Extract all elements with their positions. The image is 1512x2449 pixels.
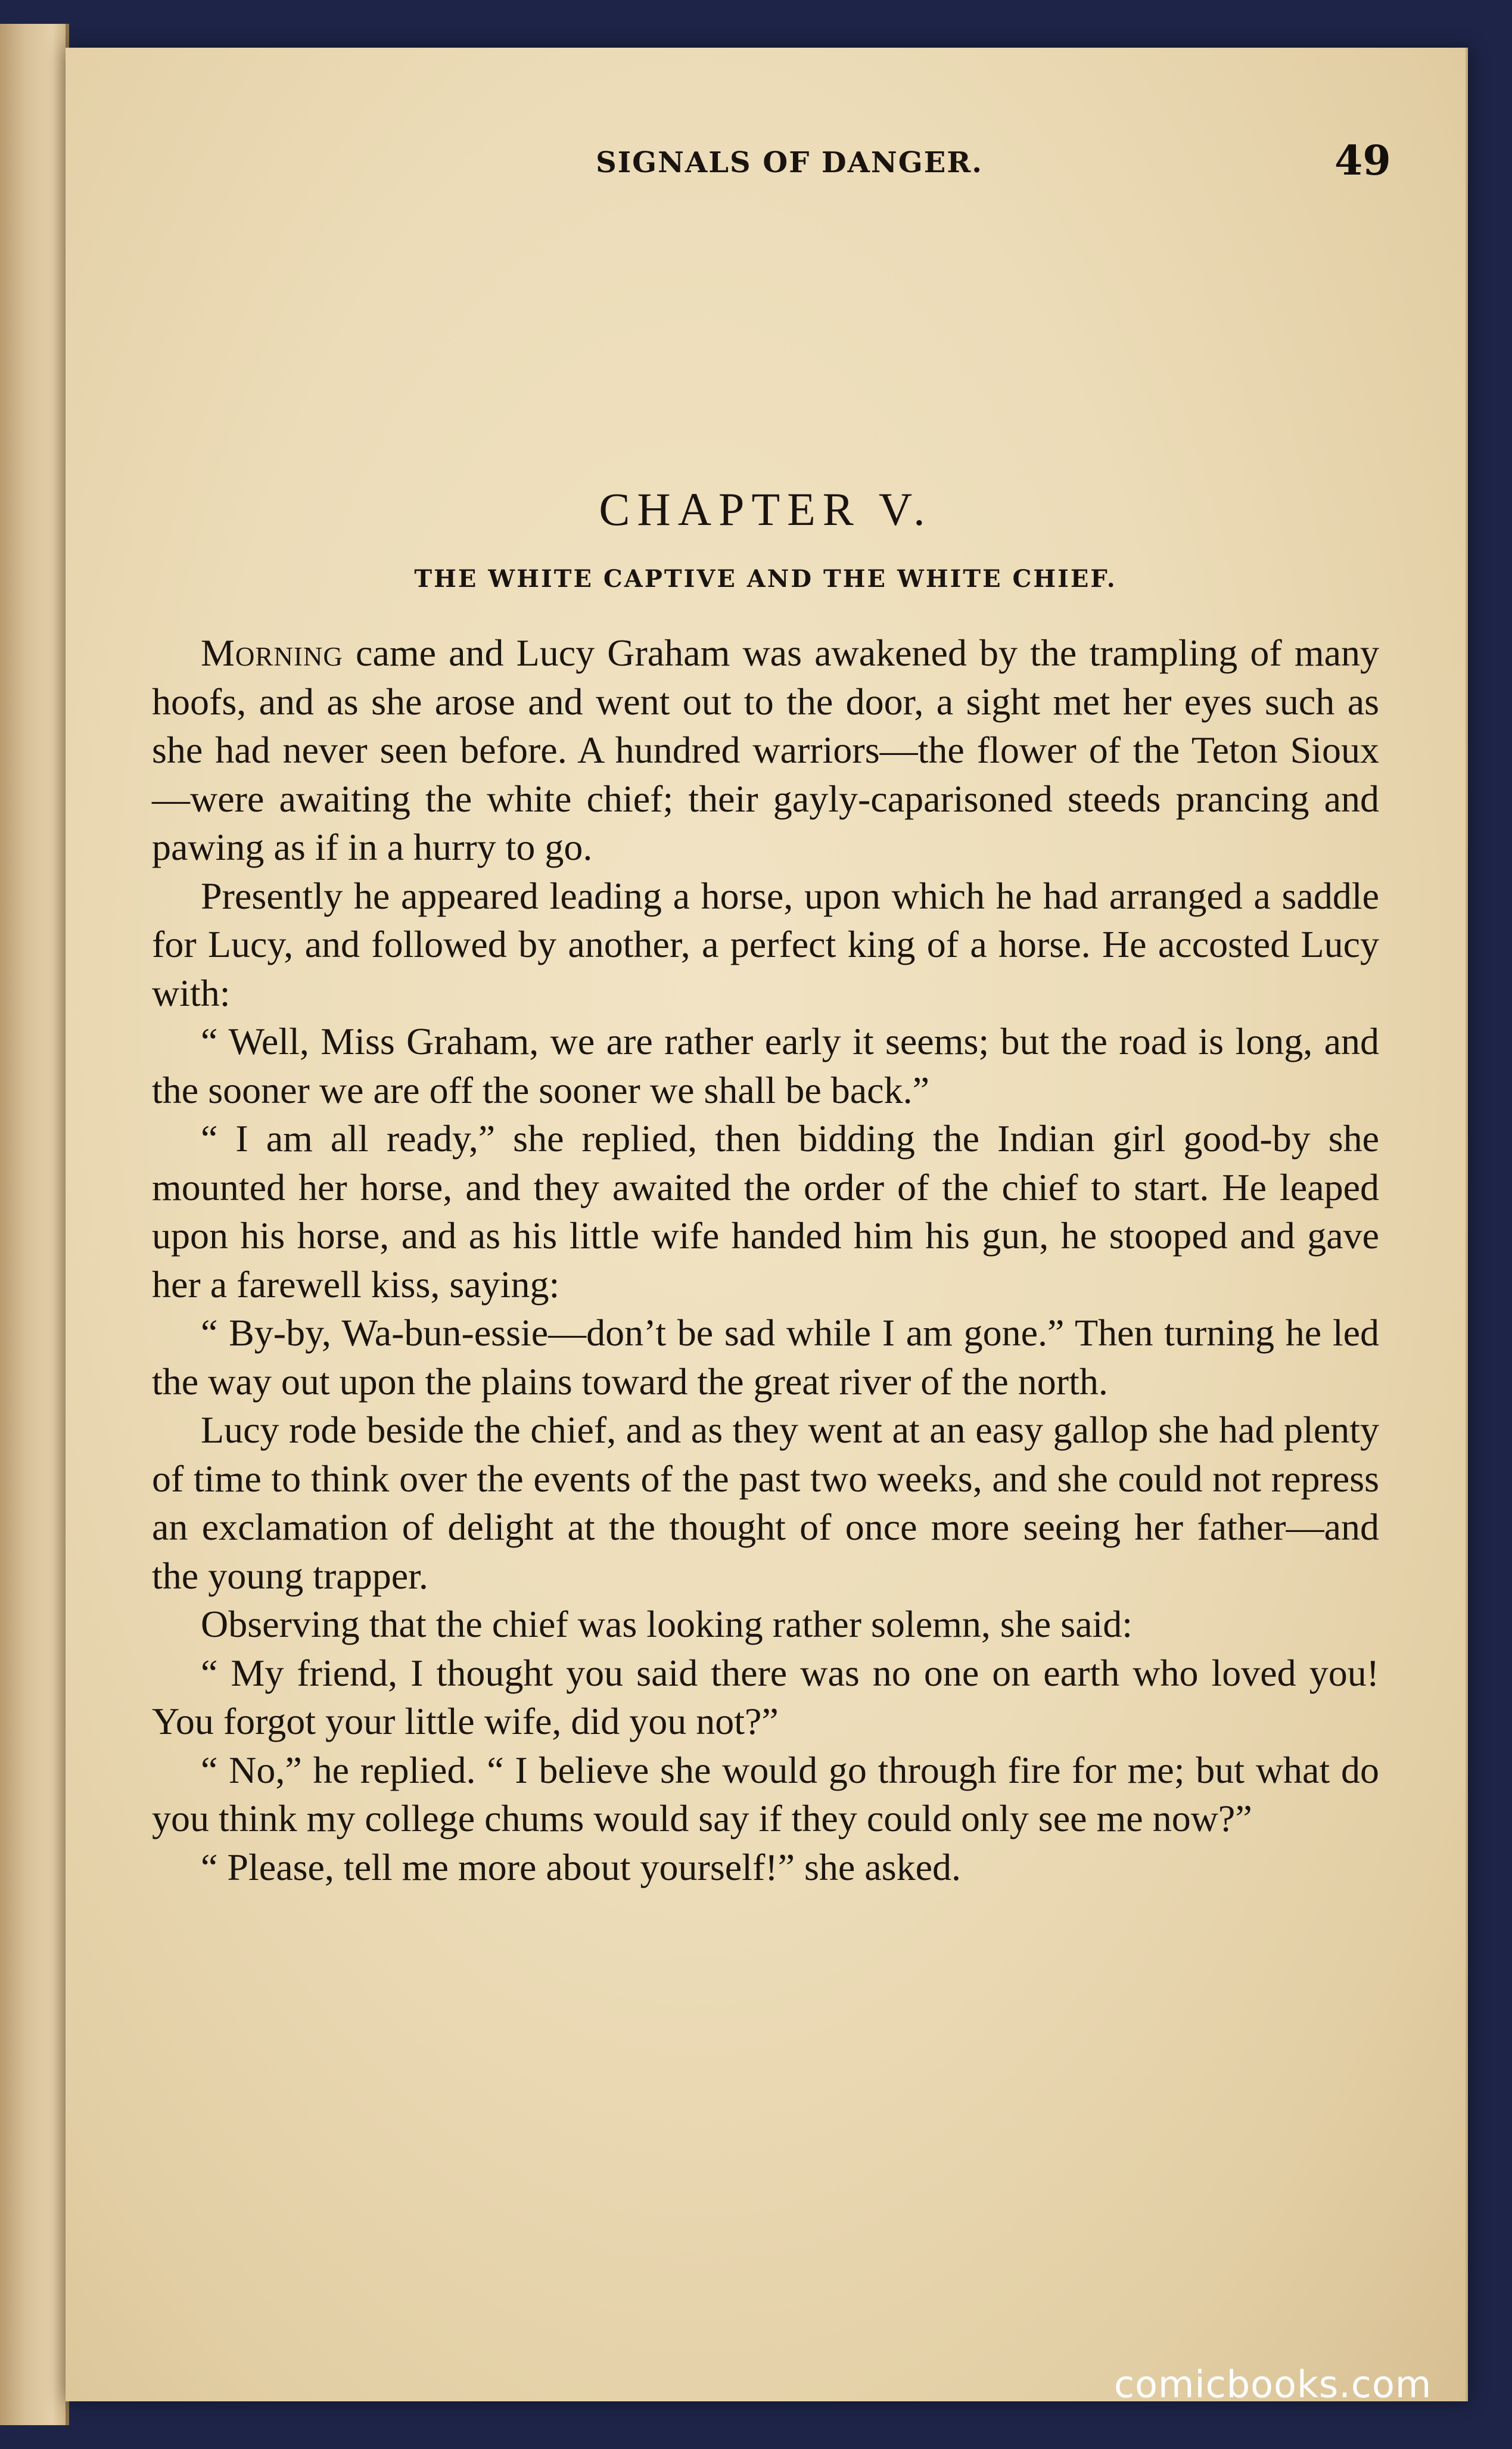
paragraph-text: “ My friend, I thought you said there was no one on earth who loved you! You forgot your little wife, did you not?” xyxy=(152,1651,1379,1742)
facing-page-edge xyxy=(0,24,69,2425)
paragraph-text: “ No,” he replied. “ I believe she would go through fire for me; but what do you think my college chums would say if they could only see me now?” xyxy=(152,1748,1379,1839)
paragraph xyxy=(152,1017,1379,1114)
paragraph-text: Observing that the chief was looking rather solemn, she said: xyxy=(201,1603,1133,1645)
chapter-heading: CHAPTER V. xyxy=(599,483,932,535)
paragraph xyxy=(152,1746,1379,1843)
paragraph-text: Lucy rode beside the chief, and as they went at an easy gallop she had plenty of time to think over the events of the past two weeks, and she could not repress an exclamation of delight at the thought of once more seeing her father—and the young trapper. xyxy=(152,1409,1379,1597)
paragraph-lead: Morning xyxy=(201,632,343,674)
paragraph xyxy=(152,1649,1379,1746)
paragraph xyxy=(152,1114,1379,1309)
paragraph xyxy=(152,1843,1379,1892)
book-page xyxy=(66,48,1468,2401)
paragraph xyxy=(152,1406,1379,1600)
chapter-title: THE WHITE CAPTIVE AND THE WHITE CHIEF. xyxy=(414,565,1117,593)
watermark-text: comicbooks.com xyxy=(1114,2363,1432,2406)
paragraph-text: Presently he appeared leading a horse, upon which he had arranged a saddle for Lucy, and followed by another, a perfect king of a horse. He accosted Lucy with: xyxy=(152,874,1379,1014)
paragraph-text: “ Please, tell me more about yourself!” she asked. xyxy=(201,1845,961,1888)
paragraph-text: “ Well, Miss Graham, we are rather early it seems; but the road is long, and the sooner we are off the sooner we shall be back.” xyxy=(152,1020,1379,1111)
paragraph-text: “ I am all ready,” she replied, then bidding the Indian girl good-by she mounted her horse, and they awaited the order of the chief to start. He leaped upon his horse, and as his little wife handed him his gun, he stooped and gave her a farewell kiss, saying: xyxy=(152,1117,1379,1306)
page-number: 49 xyxy=(1334,137,1391,185)
paragraph xyxy=(152,1600,1379,1649)
body-text xyxy=(152,629,1379,1891)
running-head: SIGNALS OF DANGER. xyxy=(596,146,983,179)
paragraph xyxy=(152,1309,1379,1406)
paragraph xyxy=(152,629,1379,872)
paragraph xyxy=(152,872,1379,1018)
paragraph-text: came and Lucy Graham was awakened by the trampling of many hoofs, and as she arose and went out to the door, a sight met her eyes such as she had never seen before. A hundred warriors—the flower of the Teton Sioux—were awaiting the white chief; their gayly-caparisoned steeds prancing and pawing as if in a hurry to go. xyxy=(152,632,1379,868)
paragraph-text: “ By-by, Wa-bun-essie—don’t be sad while I am gone.” Then turning he led the way out upon the plains toward the great river of the north. xyxy=(152,1311,1379,1403)
